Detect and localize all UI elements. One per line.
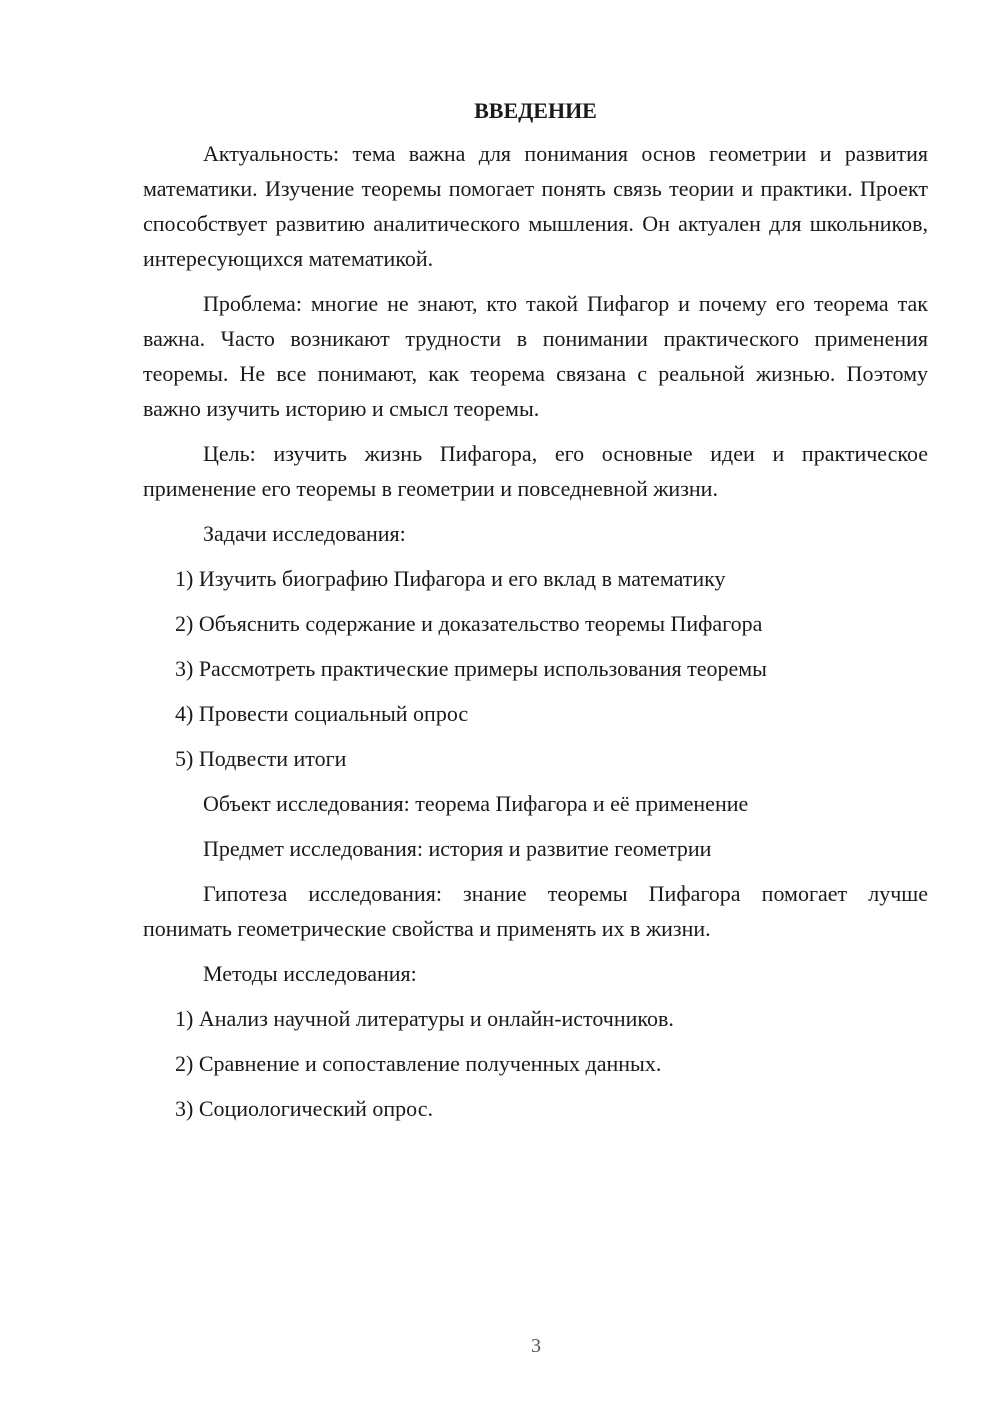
tasks-heading: Задачи исследования: xyxy=(203,521,406,546)
task-item: 2) Объяснить содержание и доказательство теоремы Пифагора xyxy=(175,611,763,636)
page-content xyxy=(143,94,928,1136)
page-title: ВВЕДЕНИЕ xyxy=(474,98,597,123)
task-item: 1) Изучить биографию Пифагора и его вклад в математику xyxy=(175,566,726,591)
hypothesis-paragraph: Гипотеза исследования: знание теоремы Пифагора помогает лучше понимать геометрические свойства и применять их в жизни. xyxy=(143,881,928,941)
relevance-paragraph: Актуальность: тема важна для понимания основ геометрии и развития математики. Изучение теоремы помогает понять связь теории и практики. Проект способствует развитию аналитического мышления. Он актуален для школьников, интересующихся математикой. xyxy=(143,141,928,271)
methods-heading: Методы исследования: xyxy=(203,961,417,986)
object-paragraph: Объект исследования: теорема Пифагора и её применение xyxy=(203,791,749,816)
goal-paragraph: Цель: изучить жизнь Пифагора, его основные идеи и практическое применение его теоремы в геометрии и повседневной жизни. xyxy=(143,441,928,501)
method-item: 1) Анализ научной литературы и онлайн-источников. xyxy=(175,1006,674,1031)
method-item: 3) Социологический опрос. xyxy=(175,1096,433,1121)
page-number: 3 xyxy=(531,1335,541,1357)
problem-paragraph: Проблема: многие не знают, кто такой Пифагор и почему его теорема так важна. Часто возникают трудности в понимании практического применения теоремы. Не все понимают, как теорема связана с реальной жизнью. Поэтому важно изучить историю и смысл теоремы. xyxy=(143,291,928,421)
task-item: 5) Подвести итоги xyxy=(175,746,347,771)
task-item: 4) Провести социальный опрос xyxy=(175,701,469,726)
method-item: 2) Сравнение и сопоставление полученных данных. xyxy=(175,1051,662,1076)
task-item: 3) Рассмотреть практические примеры использования теоремы xyxy=(175,656,767,681)
subject-paragraph: Предмет исследования: история и развитие геометрии xyxy=(203,836,712,861)
